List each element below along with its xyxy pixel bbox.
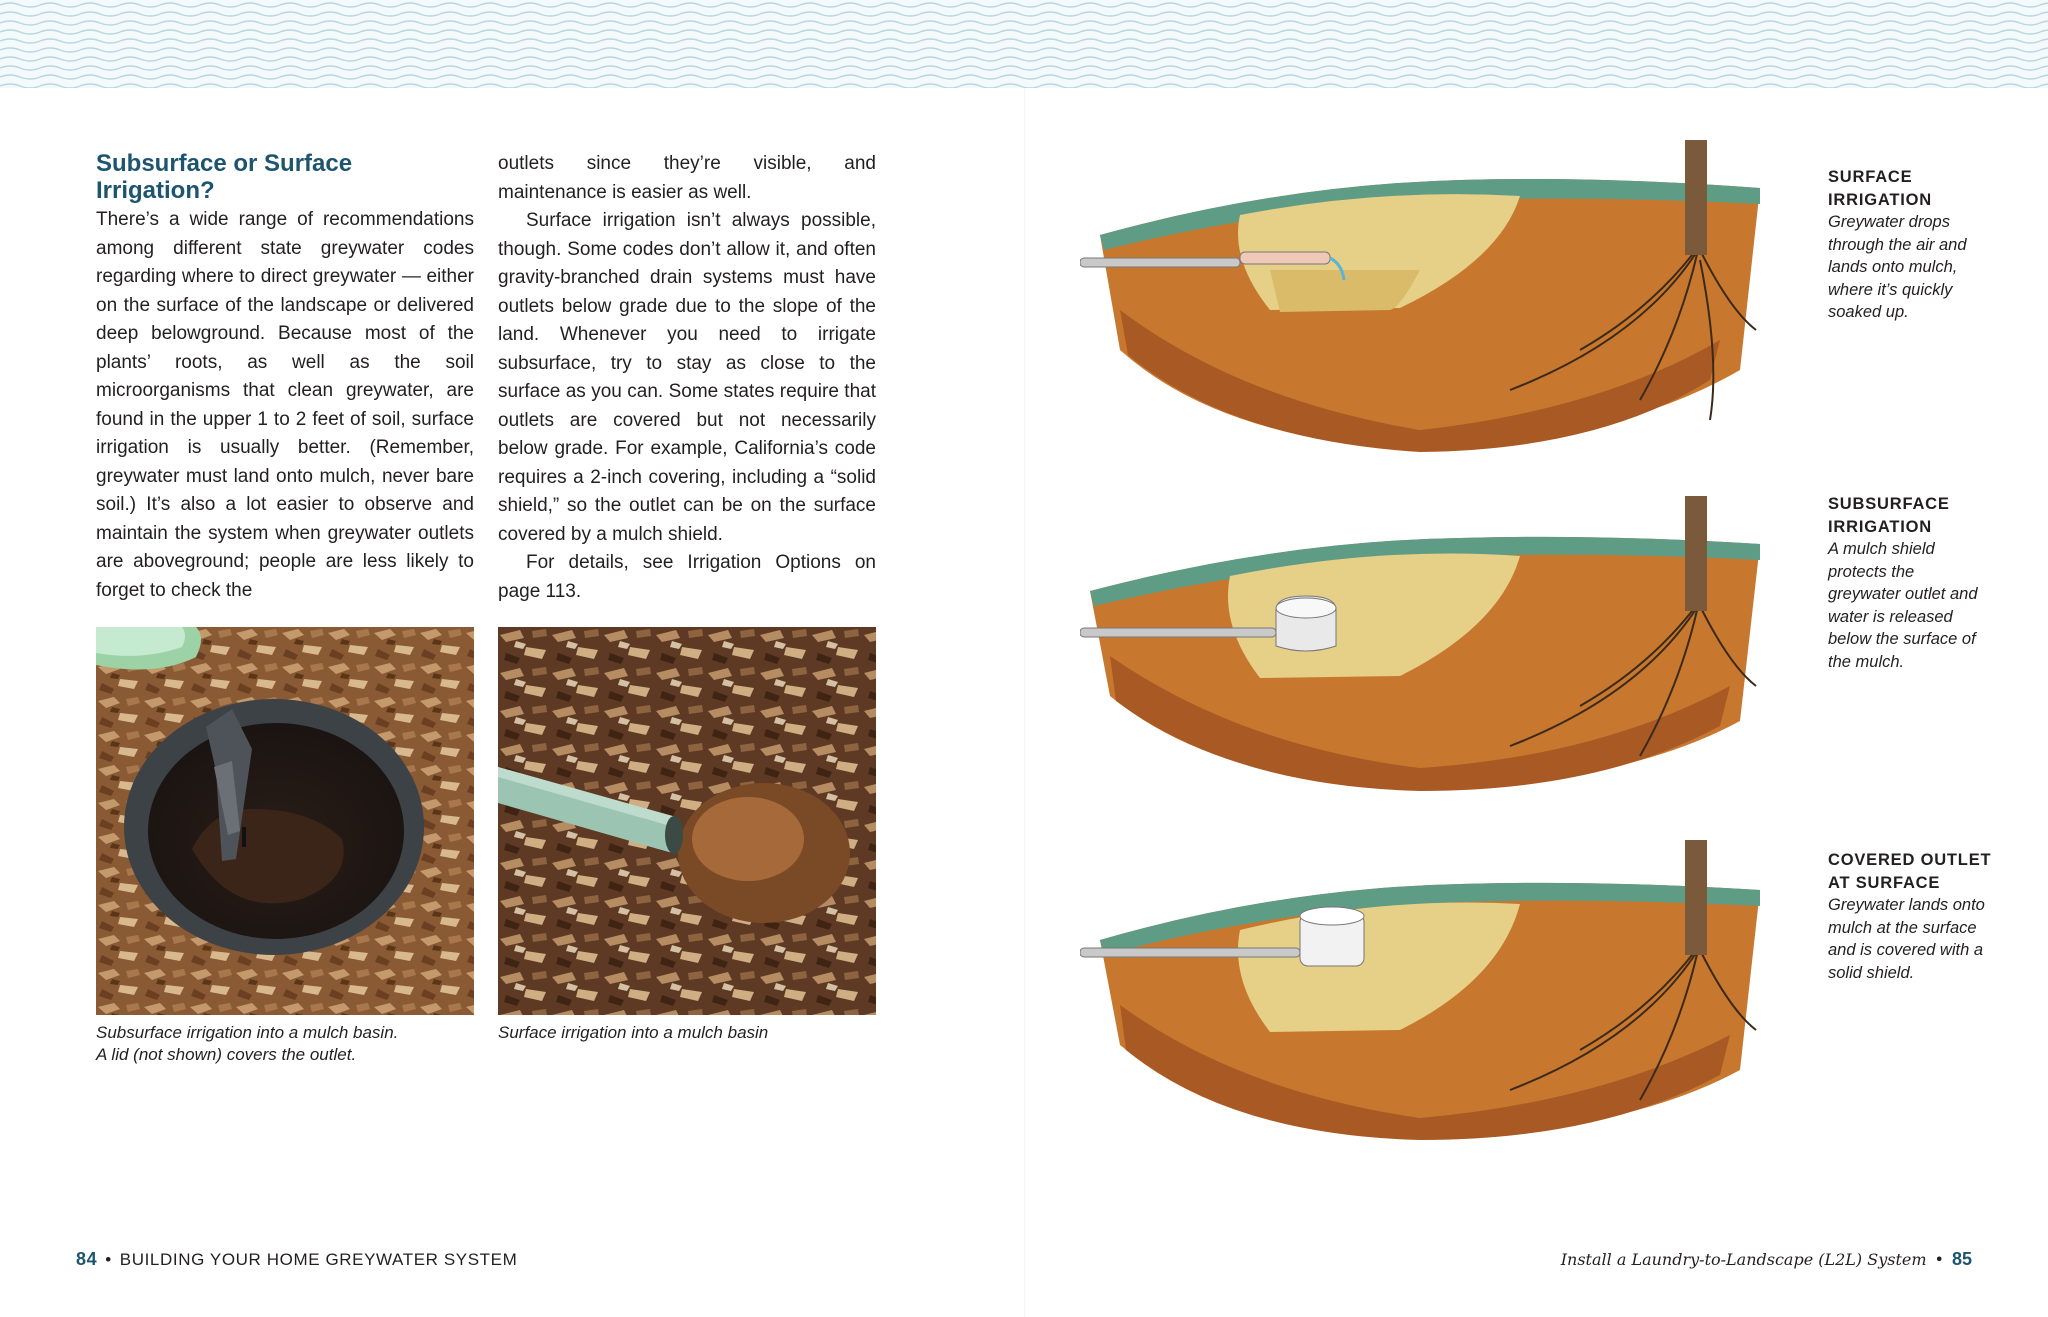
photo-subsurface-outlet [96,627,474,1015]
body-paragraph: Surface irrigation isn’t always possible, though. Some codes don’t allow it, and often gravity-branched drain systems must have outlets below grade due to the slope of the land. Whenever you need to irrigate subsurface, try to stay as close to the surface as you can. Some states require that outlets are covered but not necessarily below grade. For example, California’s code requires a 2-inch covering, including a “solid shield,” so the outlet can be on the surface covered by a mulch shield. [498,210,876,545]
folio-left: 84 • BUILDING YOUR HOME GREYWATER SYSTEM [76,1249,518,1269]
label-desc: below the surface of [1828,630,1976,648]
body-paragraph: There’s a wide range of recommendations among different state greywater codes regarding where to direct greywater — either on the surface of the landscape or delivered deep belowground. Because most of the plants’ roots, as well as the soil microorganisms that clean greywater, are found in the upper 1 to 2 feet of soil, surface irrigation is usually better. (Remember, greywater must land onto mulch, never bare soil.) It’s also a lot easier to observe and maintain the system when greywater outlets are aboveground; people are less likely to forget to check the [96,209,474,601]
label-title: SUBSURFACE [1828,495,1950,513]
caption-line: Subsurface irrigation into a mulch basin. [96,1023,399,1042]
text-column-2 [498,150,876,606]
page-number: 85 [1951,1249,1972,1269]
label-desc: greywater outlet and [1828,585,1978,603]
diagram-label-subsurface [1828,493,2028,673]
label-desc: protects the [1828,562,1915,581]
page-gutter [1024,88,1026,1317]
label-desc: solid shield. [1828,963,1915,982]
label-title: IRRIGATION [1828,517,1932,536]
label-desc: A mulch shield [1828,540,1935,558]
caption-line: A lid (not shown) covers the outlet. [96,1045,357,1064]
label-desc: where it’s quickly [1828,280,1953,299]
label-desc: soaked up. [1828,303,1909,321]
label-desc: through the air and [1828,235,1967,254]
running-head: Install a Laundry-to-Landscape (L2L) System [1560,1250,1927,1269]
section-heading: Subsurface or Surface Irrigation? [96,150,353,204]
label-desc: mulch at the surface [1828,918,1977,937]
label-desc: and is covered with a [1828,941,1984,959]
diagram-covered-outlet [1080,830,1770,1160]
label-desc: lands onto mulch, [1828,258,1958,276]
diagram-label-surface [1828,166,2028,324]
running-head: BUILDING YOUR HOME GREYWATER SYSTEM [119,1250,518,1269]
page-number: 84 [76,1249,98,1269]
label-title: AT SURFACE [1828,873,1941,892]
label-desc: the mulch. [1828,652,1905,671]
photo-surface-outlet [498,627,876,1015]
wave-pattern-header [0,0,2048,88]
label-title: IRRIGATION [1828,190,1932,209]
label-desc: Greywater drops [1828,213,1950,231]
body-paragraph: outlets since they’re visible, and maintenance is easier as well. [498,153,876,203]
label-desc: water is released [1828,607,1953,626]
label-title: COVERED OUTLET [1828,851,1992,869]
text-column-1 [96,150,474,605]
photo-caption-1 [96,1022,474,1066]
body-paragraph: For details, see Irrigation Options on page 113. [498,552,876,602]
diagram-subsurface-irrigation [1080,486,1770,816]
diagram-label-covered [1828,849,2028,984]
label-title: SURFACE [1828,168,1913,186]
label-desc: Greywater lands onto [1828,896,1985,914]
diagram-surface-irrigation [1080,140,1770,470]
folio-right: Install a Laundry-to-Landscape (L2L) System • 85 [1560,1249,1972,1269]
photo-caption-2: Surface irrigation into a mulch basin [498,1023,769,1042]
